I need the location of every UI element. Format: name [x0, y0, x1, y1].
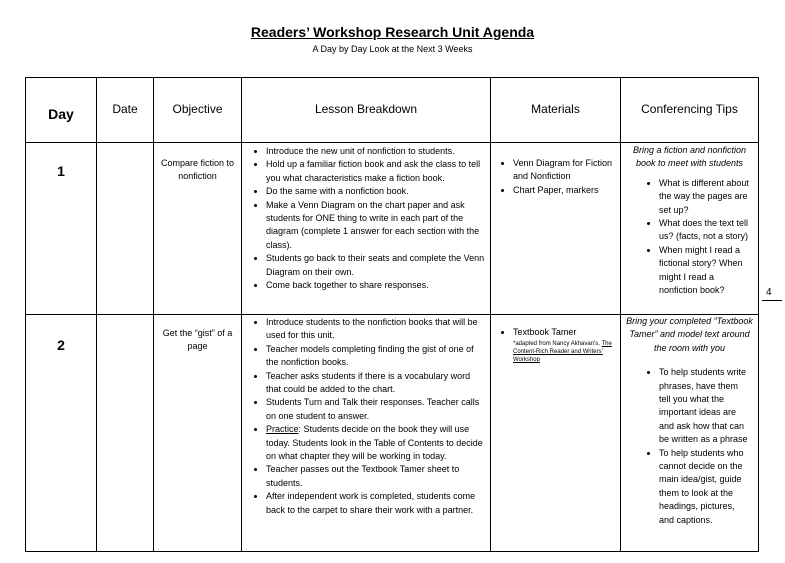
table-row — [26, 143, 759, 315]
list-item: • Venn Diagram for Fiction and Nonfiction — [513, 157, 616, 184]
tips-intro: Bring a fiction and nonfiction book to meet with students — [632, 145, 747, 169]
page-number: 4 — [766, 287, 772, 298]
list-item: • What does the text tell us? (facts, not a story) — [659, 217, 750, 244]
list-item: • Make a Venn Diagram on the chart paper and ask students for ONE thing to write in each part of the diagram (complete 1 answer for each section with the class). — [266, 199, 486, 253]
list-item: • Textbook Tamer *adapted from Nancy Akhavan’s, The Content-Rich Reader and Writers’ Workshop — [513, 326, 616, 364]
tips-cell — [621, 143, 759, 315]
materials-note: *adapted from Nancy Akhavan’s, The Content-Rich Reader and Writers’ Workshop — [513, 341, 612, 364]
objective-cell: Compare fiction to nonfiction — [154, 143, 242, 315]
list-item: • Practice: Students decide on the book they will use today. Students look in the Table of Contents to decide on what chapter they will be working in today. — [266, 423, 486, 463]
page-number-divider — [762, 300, 782, 301]
date-cell — [97, 315, 154, 552]
table-row — [26, 315, 759, 552]
date-cell — [97, 143, 154, 315]
list-item: • Hold up a familiar fiction book and ask the class to tell you what characteristics make a fiction book. — [266, 158, 486, 185]
lesson-cell — [242, 315, 491, 552]
list-item: • To help students write phrases, have them tell you what the important ideas are and ask how that can be written as a phrase — [659, 366, 750, 446]
list-item: • Students go back to their seats and complete the Venn Diagram on their own. — [266, 252, 486, 279]
list-item: • Come back together to share responses. — [266, 279, 486, 292]
header-lesson-breakdown: Lesson Breakdown — [242, 78, 491, 143]
list-item: • Introduce the new unit of nonfiction to students. — [266, 145, 486, 158]
materials-cell — [491, 143, 621, 315]
header-date: Date — [97, 78, 154, 143]
header-day: Day — [26, 78, 97, 143]
day-cell: 1 — [26, 143, 97, 315]
list-item: • When might I read a fictional story? When might I read a nonfiction book? — [659, 244, 750, 298]
tips-cell — [621, 315, 759, 552]
header-row — [26, 78, 759, 143]
list-item: • Chart Paper, markers — [513, 184, 616, 197]
objective-cell: Get the “gist” of a page — [154, 315, 242, 552]
book-title: The Content-Rich Reader and Writers’ Workshop — [513, 341, 612, 364]
list-item: • To help students who cannot decide on the main idea/gist, guide them to look at the headings, pictures, and captions. — [659, 447, 750, 527]
practice-label: Practice — [266, 424, 299, 435]
list-item: • Teacher asks students if there is a vocabulary word that could be added to the chart. — [266, 370, 486, 397]
list-item: • After independent work is completed, students come back to the carpet to share their work with a partner. — [266, 490, 486, 517]
agenda-table — [25, 77, 759, 552]
document-title: Readers’ Workshop Research Unit Agenda — [250, 24, 535, 40]
list-item: • Teacher passes out the Textbook Tamer sheet to students. — [266, 463, 486, 490]
header-materials: Materials — [491, 78, 621, 143]
tips-intro: Bring your completed “Textbook Tamer” and model text around the room with you — [626, 316, 753, 353]
day-cell: 2 — [26, 315, 97, 552]
list-item: • What is different about the way the pages are set up? — [659, 177, 750, 217]
list-item: • Teacher models completing finding the gist of one of the nonfiction books. — [266, 343, 486, 370]
list-item: • Do the same with a nonfiction book. — [266, 185, 486, 198]
lesson-cell — [242, 143, 491, 315]
list-item: • Introduce students to the nonfiction books that will be used for this unit. — [266, 316, 486, 343]
header-conferencing-tips: Conferencing Tips — [621, 78, 759, 143]
document-subtitle: A Day by Day Look at the Next 3 Weeks — [312, 44, 473, 54]
header-objective: Objective — [154, 78, 242, 143]
materials-cell — [491, 315, 621, 552]
list-item: • Students Turn and Talk their responses. Teacher calls on one student to answer. — [266, 396, 486, 423]
